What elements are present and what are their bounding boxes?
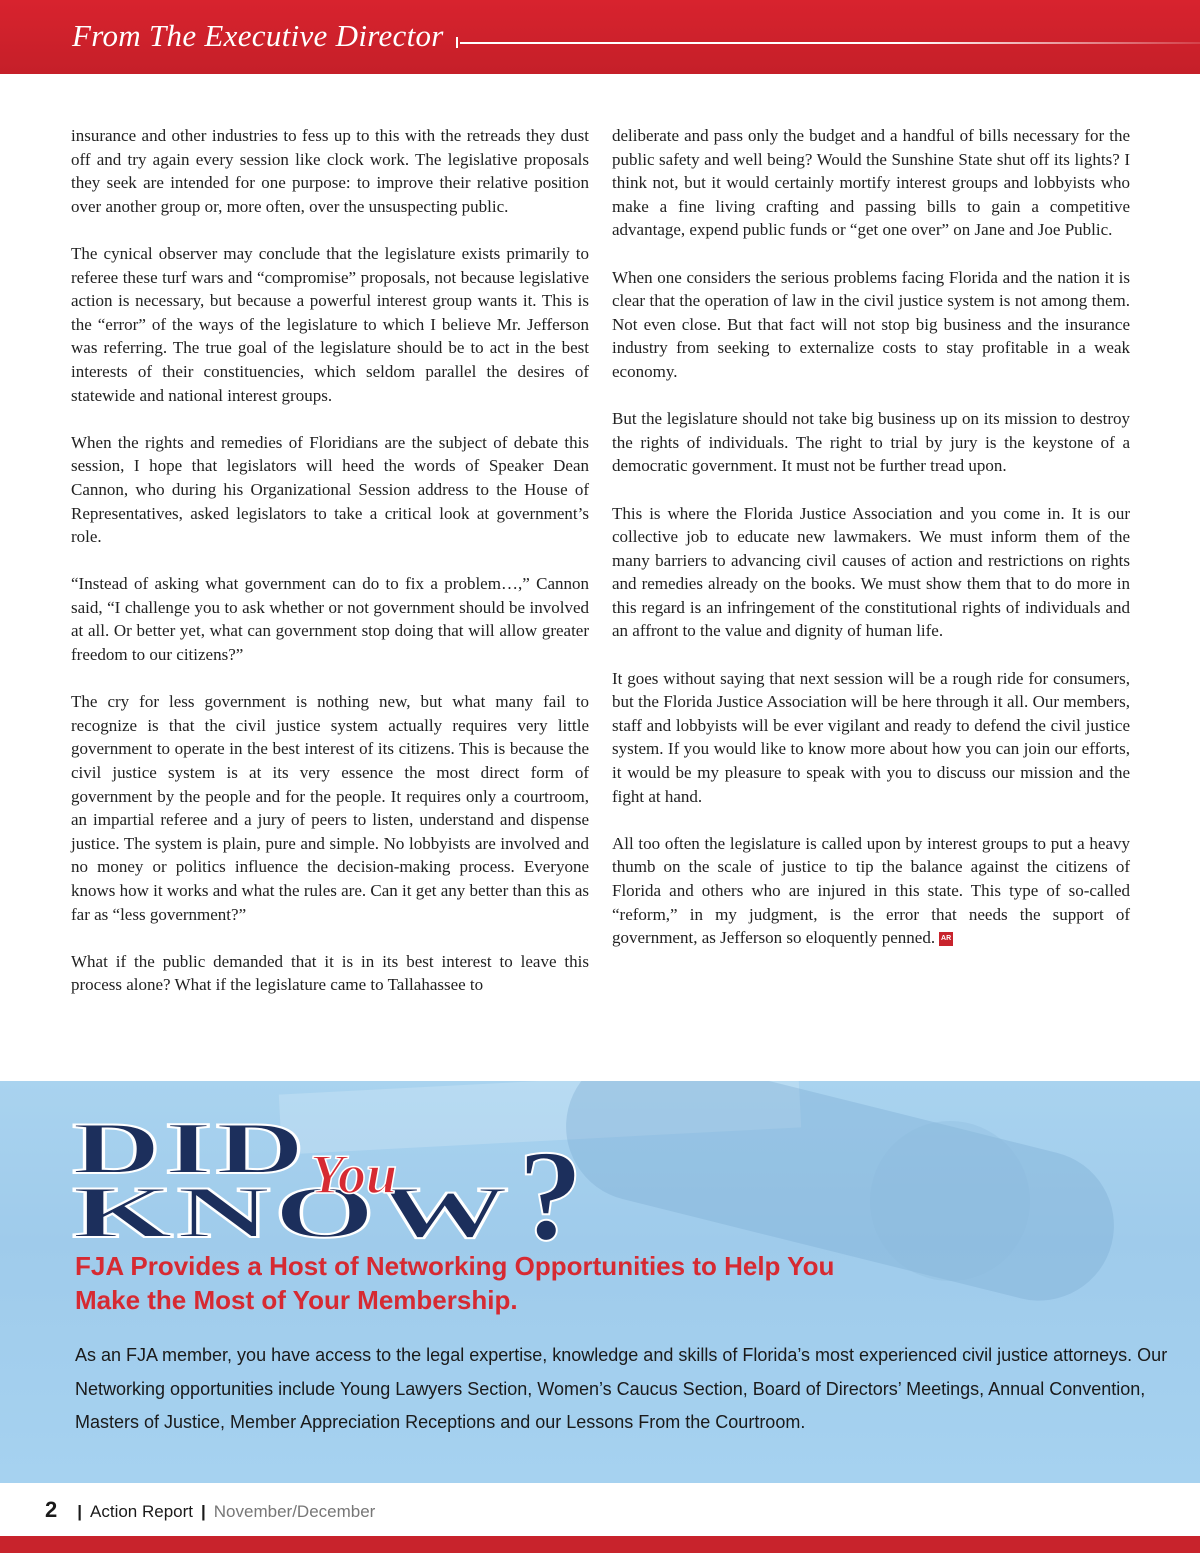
header-bar	[0, 0, 1200, 74]
page-number: 2	[45, 1497, 58, 1522]
article-left-column	[71, 124, 589, 1021]
section-title: From The Executive Director	[72, 18, 444, 53]
paragraph: But the legislature should not take big business up on its mission to destroy the rights of individuals. The right to trial by jury is the keystone of a democratic government. It must not be further tread upon.	[612, 409, 1130, 476]
paragraph: What if the public demanded that it is in its best interest to leave this process alone? What if the legislature came to Tallahassee to	[71, 951, 589, 995]
article-right-column	[612, 124, 1130, 973]
logo-question-mark: ?	[518, 1124, 583, 1251]
paragraph: It goes without saying that next session will be a rough ride for consumers, but the Florida Justice Association will be here through it all. Our members, staff and lobbyists will be ever vigilant and ready to defend the civil justice system. If you would like to know more about how you can join our efforts, it would be my pleasure to speak with you to discuss our mission and the fight at hand.	[612, 668, 1130, 806]
paragraph: deliberate and pass only the budget and a handful of bills necessary for the public safety and well being? Would the Sunshine State shut off its lights? I think not, but it would certainly mortify interest groups and lobbyists who make a fine living crafting and passing bills to gain a competitive advantage, expend public funds or “get one over” on Jane and Joe Public.	[612, 126, 1130, 240]
paragraph: The cynical observer may conclude that the legislature exists primarily to referee these turf wars and “compromise” proposals, not because legislative action is necessary, but because a powerful interest group wants it. This is the “error” of the ways of the legislature to which I believe Mr. Jefferson was referring. The true goal of the legislature should be to act in the best interests of their constituencies, which seldom parallel the desires of statewide and national interest groups.	[71, 243, 589, 405]
paragraph: The cry for less government is nothing new, but what many fail to recognize is that the civil justice system actually requires very little government to operate in the best interest of its citizens. This is because the civil justice system is at its very essence the most direct form of government by the people and for the people. It requires only a courtroom, an impartial referee and a jury of peers to listen, understand and dispense justice. The system is plain, pure and simple. No lobbyists are involved and no money or politics influence the decision-making process. Everyone knows how it works and what the rules are. Can it get any better than this as far as “less government?”	[71, 692, 589, 924]
header-rule	[460, 42, 1200, 44]
end-of-article-icon: AR	[939, 932, 953, 946]
header-rule-cap	[456, 37, 458, 48]
footer-separator: |	[201, 1502, 206, 1521]
dyk-heading	[75, 1249, 1135, 1317]
paragraph: insurance and other industries to fess up to this with the retreads they dust off and try again every session like clock work. The legislative proposals they seek are intended for one purpose: to improve their relative position over another group or, more often, over the unsuspecting public.	[71, 126, 589, 216]
issue-date: November/December	[213, 1502, 376, 1521]
publication-name: Action Report	[90, 1502, 194, 1521]
page-footer	[45, 1497, 375, 1523]
paragraph: This is where the Florida Justice Association and you come in. It is our collective job to educate new lawmakers. We must inform them of the many barriers to advancing civil causes of action and restrictions on rights and remedies already on the books. We must show them that to do more in this regard is an infringement of the constitutional rights of individuals and an affront to the value and dignity of human life.	[612, 503, 1130, 641]
paragraph: When one considers the serious problems facing Florida and the nation it is clear that the operation of law in the civil justice system is not among them. Not even close. But that fact will not stop big business and the insurance industry from seeking to externalize costs to stay profitable in a weak economy.	[612, 267, 1130, 381]
paragraph: When the rights and remedies of Floridians are the subject of debate this session, I hope that legislators will heed the words of Speaker Dean Cannon, who during his Organizational Session address to the House of Representatives, asked legislators to take a critical look at government’s role.	[71, 432, 589, 547]
did-you-know-panel	[0, 1081, 1200, 1483]
dyk-body-text: As an FJA member, you have access to the legal expertise, knowledge and skills of Florida’s most experienced civil justice attorneys. Our Networking opportunities include Young Lawyers Section, Women’s Caucus Section, Board of Directors’ Meetings, Annual Convention, Masters of Justice, Member Appreciation Receptions and our Lessons From the Courtroom.	[75, 1345, 1168, 1432]
dyk-heading-line1: FJA Provides a Host of Networking Opportunities to Help You	[75, 1251, 835, 1281]
logo-did: DID	[72, 1111, 308, 1190]
dyk-heading-line2: Make the Most of Your Membership.	[75, 1285, 518, 1315]
footer-separator: |	[77, 1502, 83, 1521]
paragraph-final	[612, 832, 1130, 950]
did-you-know-logo	[70, 1111, 590, 1251]
bottom-bar	[0, 1536, 1200, 1553]
logo-you-script: You	[310, 1144, 398, 1206]
paragraph-text: All too often the legislature is called upon by interest groups to put a heavy thumb on the scale of justice to tip the balance against the citizens of Florida and others who are injured in this state. This type of so-called “reform,” in my judgment, is the error that needs the support of government, as Jefferson so eloquently penned.	[612, 833, 1130, 948]
paragraph: “Instead of asking what government can do to fix a problem…,” Cannon said, “I challenge you to ask whether or not government should be involved at all. Or better yet, what can government stop doing that will allow greater freedom to our citizens?”	[71, 574, 589, 665]
logo-know: KNOW	[72, 1172, 512, 1251]
